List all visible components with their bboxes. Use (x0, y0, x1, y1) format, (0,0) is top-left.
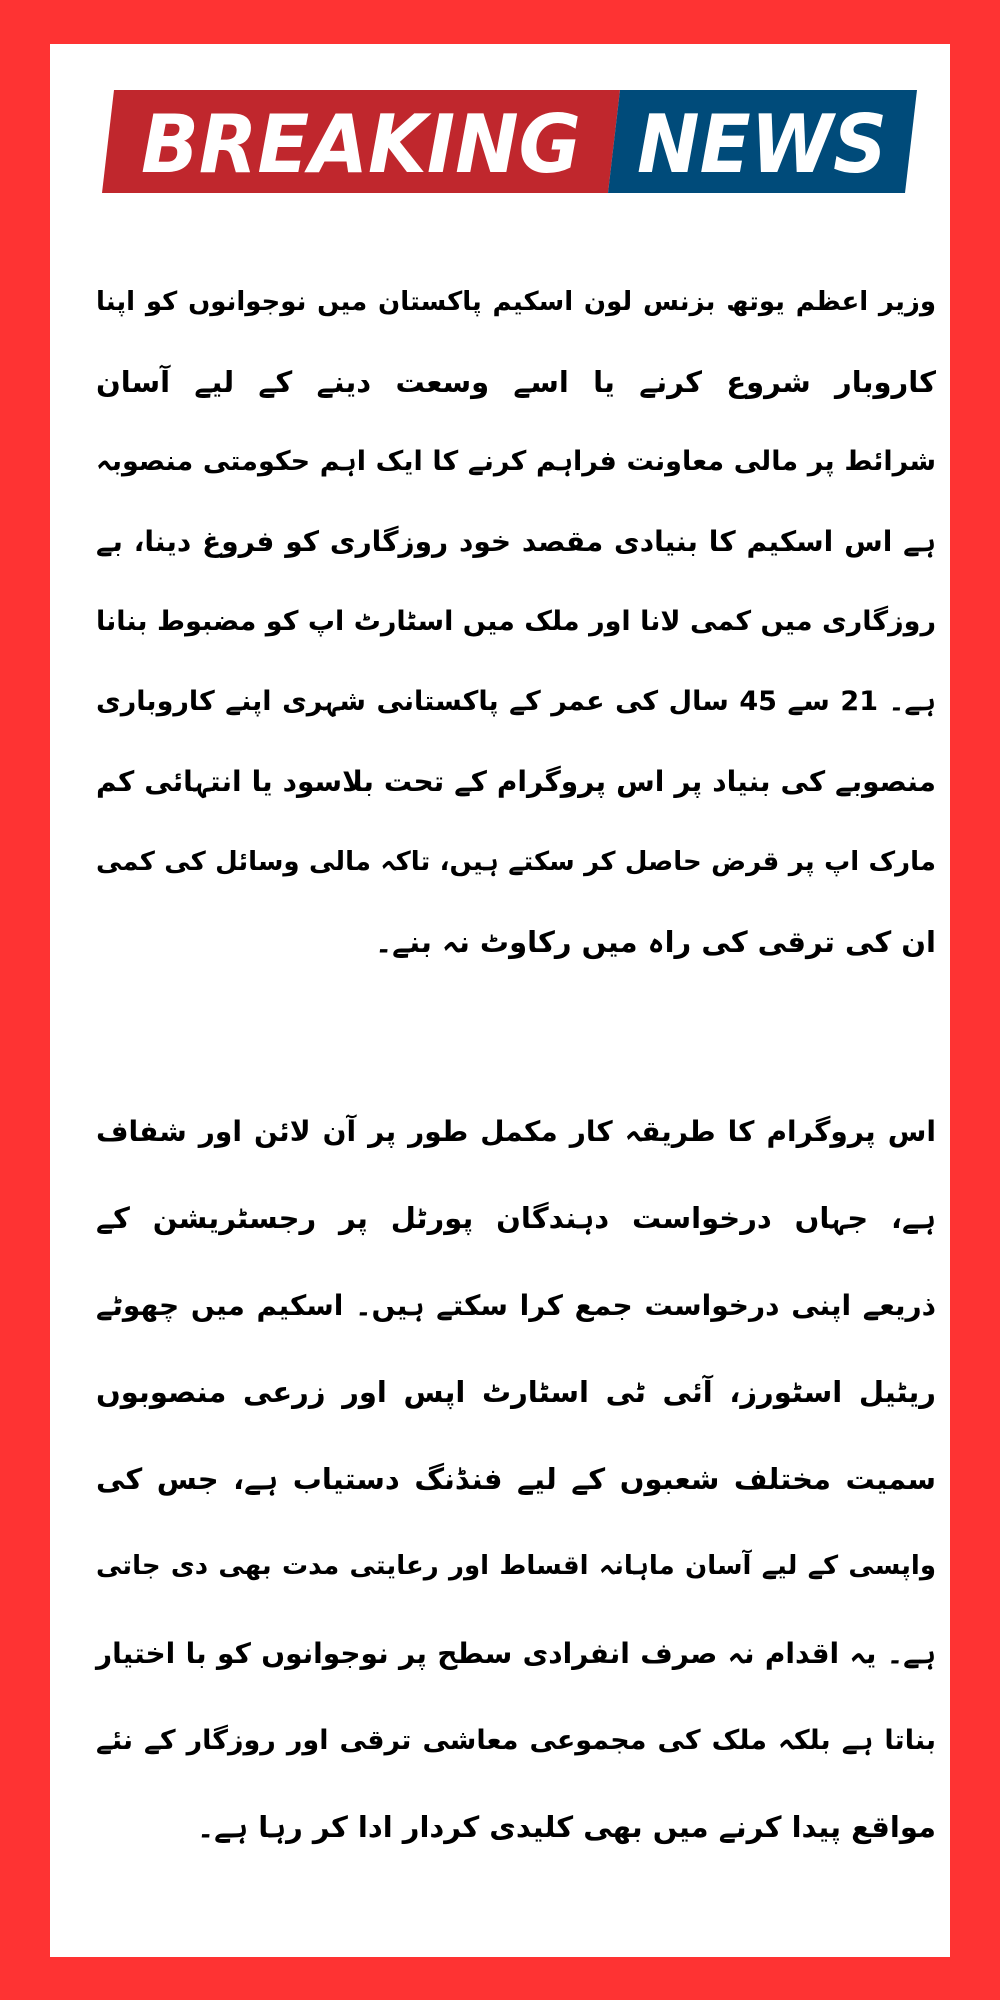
text-line: منصوبے کی بنیاد پر اس پروگرام کے تحت بلاسود یا انتہائی کم (96, 765, 936, 798)
banner-word-breaking: BREAKING (141, 98, 581, 191)
text-line: ان کی ترقی کی راہ میں رکاوٹ نہ بنے۔ (375, 925, 936, 959)
text-line: ہے۔ 21 سے 45 سال کی عمر کے پاکستانی شہری اپنے کاروباری (96, 686, 936, 717)
article-paragraph-2 (96, 1088, 936, 1871)
text-line: روزگاری میں کمی لانا اور ملک میں اسٹارٹ اپ کو مضبوط بنانا (96, 606, 936, 637)
text-line: مواقع پیدا کرنے میں بھی کلیدی کردار ادا کر رہا ہے۔ (197, 1810, 936, 1844)
text-line: ہے اس اسکیم کا بنیادی مقصد خود روزگاری کو فروغ دینا، بے (96, 525, 936, 558)
text-line: کاروبار شروع کرنے یا اسے وسعت دینے کے لیے آسان (96, 365, 936, 399)
text-line: سمیت مختلف شعبوں کے لیے فنڈنگ دستیاب ہے، جس کی (96, 1462, 936, 1496)
text-line: اس پروگرام کا طریقہ کار مکمل طور پر آن لائن اور شفاف (96, 1115, 936, 1148)
text-line: وزیر اعظم یوتھ بزنس لون اسکیم پاکستان میں نوجوانوں کو اپنا (96, 287, 936, 317)
text-line: ریٹیل اسٹورز، آئی ٹی اسٹارٹ اپس اور زرعی منصوبوں (96, 1375, 936, 1409)
article-paragraph-1 (96, 262, 936, 982)
text-line: شرائط پر مالی معاونت فراہم کرنے کا ایک اہم حکومتی منصوبہ (96, 446, 936, 477)
text-line: واپسی کے لیے آسان ماہانہ اقساط اور رعایتی مدت بھی دی جاتی (96, 1551, 936, 1581)
text-line: ہے۔ یہ اقدام نہ صرف انفرادی سطح پر نوجوانوں کو با اختیار (96, 1637, 936, 1670)
breaking-news-banner (102, 90, 917, 193)
text-line: ذریعے اپنی درخواست جمع کرا سکتے ہیں۔ اسکیم میں چھوٹے (96, 1289, 936, 1322)
text-line: بناتا ہے بلکہ ملک کی مجموعی معاشی ترقی اور روزگار کے نئے (96, 1725, 936, 1756)
text-line: ہے، جہاں درخواست دہندگان پورٹل پر رجسٹریشن کے (96, 1201, 936, 1235)
banner-word-news: NEWS (637, 98, 887, 191)
text-line: مارک اپ پر قرض حاصل کر سکتے ہیں، تاکہ مالی وسائل کی کمی (96, 847, 936, 877)
